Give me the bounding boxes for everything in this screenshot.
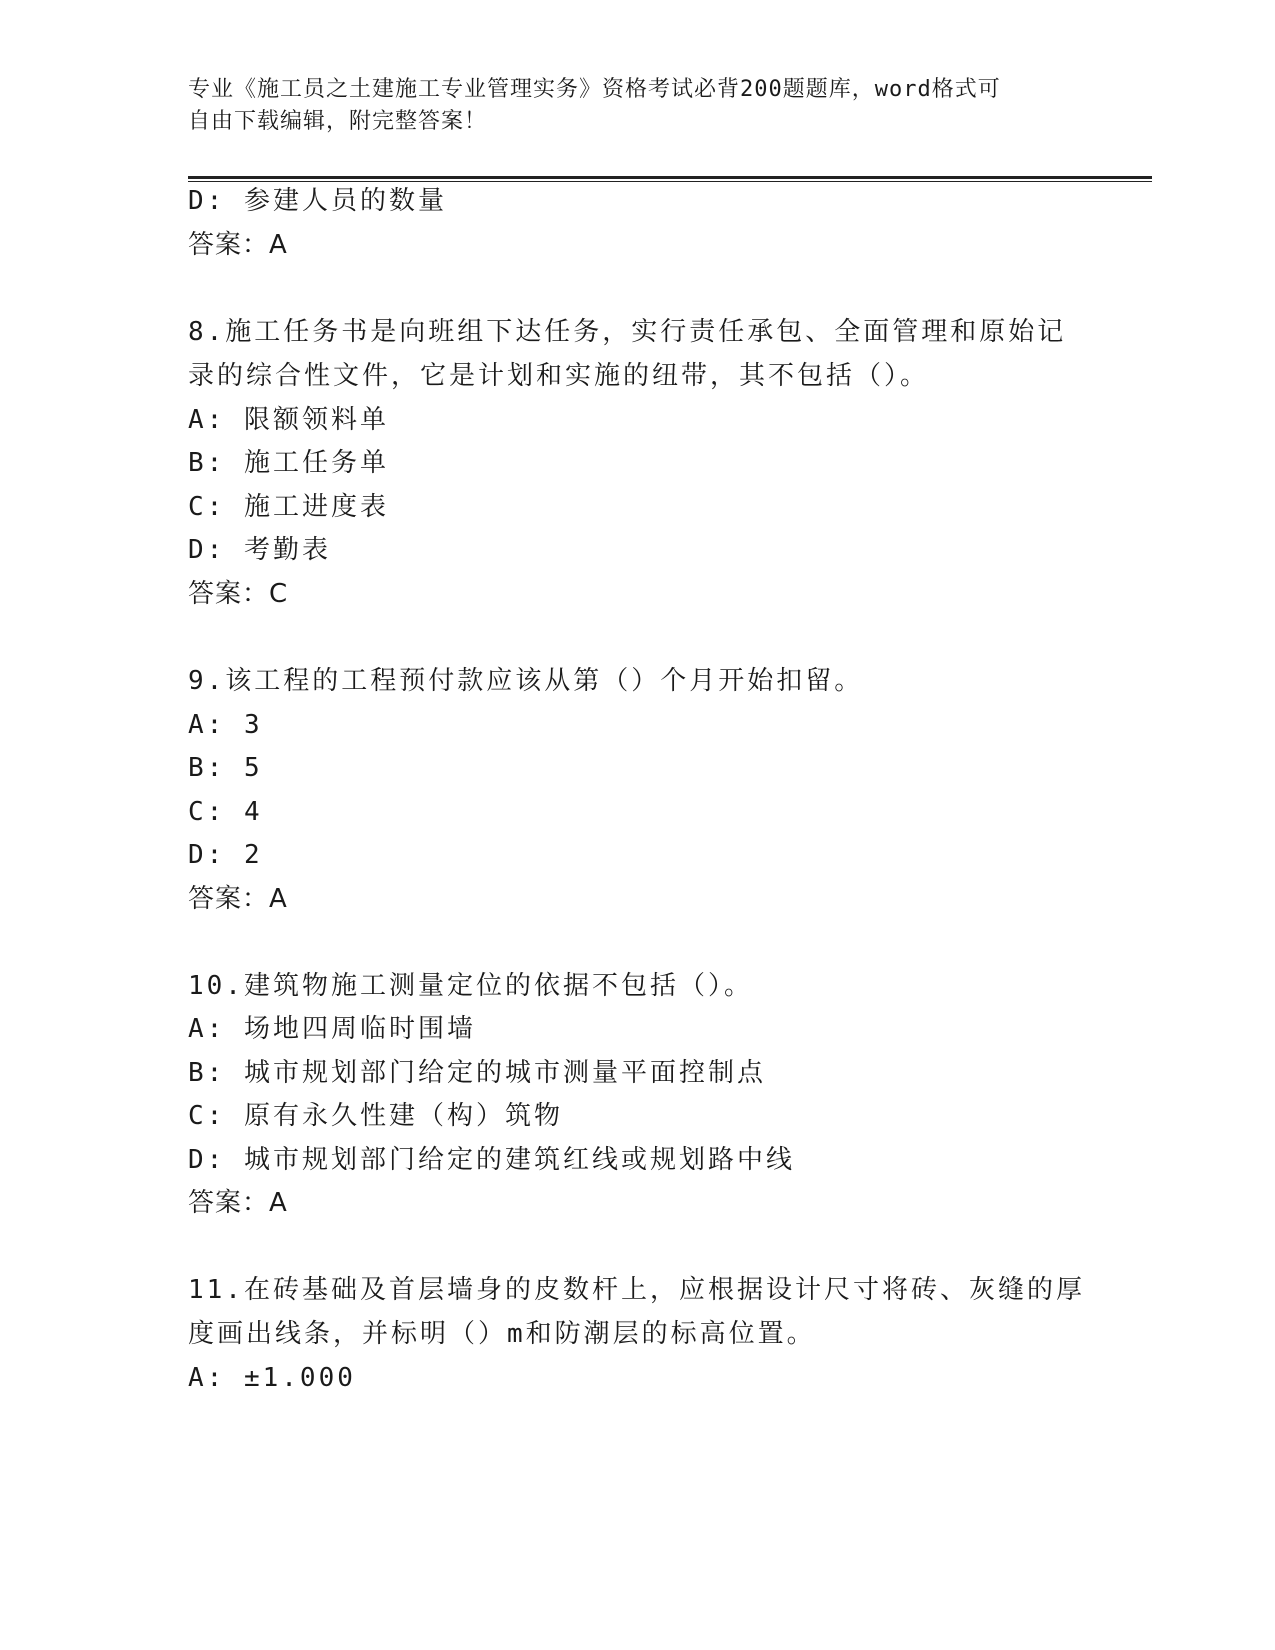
- q9-answer: 答案：A: [188, 884, 288, 914]
- q10-option-a: A: 场地四周临时围墙: [188, 1014, 476, 1044]
- q8-answer: 答案：C: [188, 579, 289, 609]
- q9-option-d: D: 2: [188, 840, 263, 870]
- q11-option-a: A: ±1.000: [188, 1363, 356, 1393]
- header-divider-thin: [188, 181, 1152, 182]
- q10-title: 10.建筑物施工测量定位的依据不包括（）。: [188, 971, 753, 1001]
- q9-option-b: B: 5: [188, 753, 263, 783]
- q8-option-a: A: 限额领料单: [188, 405, 389, 435]
- document-header: [188, 74, 1068, 138]
- q11-title-line-2: 度画出线条，并标明（）m和防潮层的标高位置。: [188, 1319, 816, 1349]
- q8-option-c: C: 施工进度表: [188, 492, 389, 522]
- q10-option-c: C: 原有永久性建（构）筑物: [188, 1101, 563, 1131]
- header-divider-thick: [188, 176, 1152, 179]
- q11-title-line-1: 11.在砖基础及首层墙身的皮数杆上，应根据设计尺寸将砖、灰缝的厚: [188, 1275, 1085, 1305]
- q10-answer: 答案：A: [188, 1188, 288, 1218]
- q8-option-b: B: 施工任务单: [188, 448, 389, 478]
- q7-option-d: D: 参建人员的数量: [188, 186, 447, 216]
- header-line-1: 专业《施工员之土建施工专业管理实务》资格考试必背200题题库，word格式可: [188, 77, 1001, 102]
- q9-option-a: A: 3: [188, 710, 263, 740]
- q9-option-c: C: 4: [188, 797, 263, 827]
- q10-option-b: B: 城市规划部门给定的城市测量平面控制点: [188, 1058, 766, 1088]
- q9-title: 9.该工程的工程预付款应该从第（）个月开始扣留。: [188, 666, 864, 696]
- q8-title-line-1: 8.施工任务书是向班组下达任务，实行责任承包、全面管理和原始记: [188, 317, 1067, 347]
- q7-answer: 答案：A: [188, 230, 288, 260]
- q8-option-d: D: 考勤表: [188, 535, 331, 565]
- q10-option-d: D: 城市规划部门给定的建筑红线或规划路中线: [188, 1145, 795, 1175]
- header-line-2: 自由下载编辑，附完整答案！: [188, 109, 488, 134]
- q8-title-line-2: 录的综合性文件，它是计划和实施的纽带，其不包括（）。: [188, 361, 930, 391]
